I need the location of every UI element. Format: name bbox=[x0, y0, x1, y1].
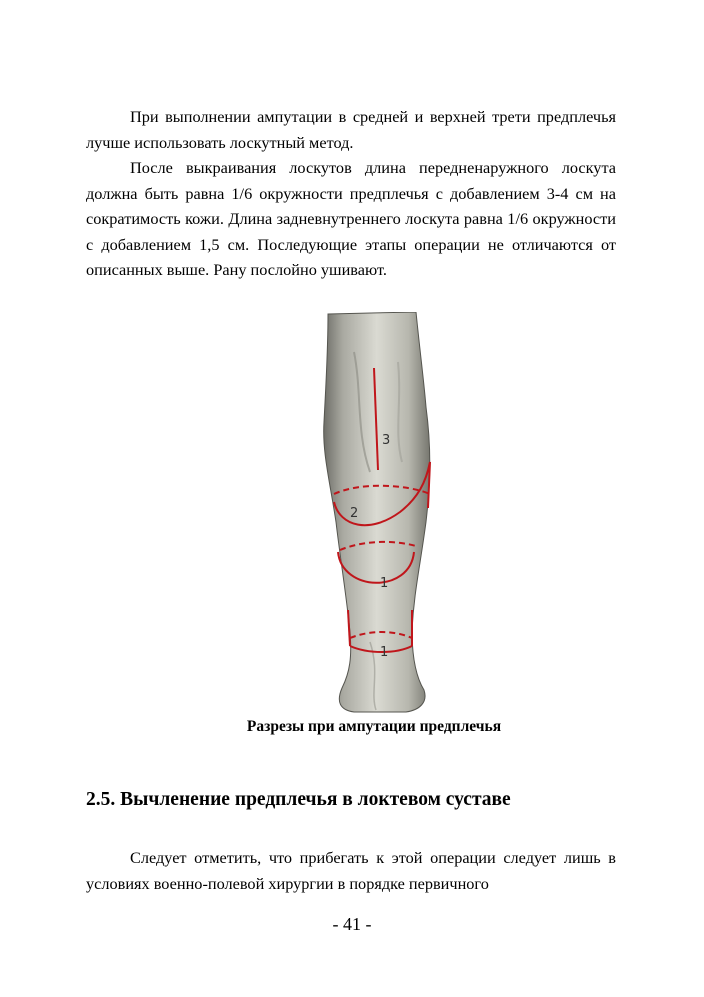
forearm-drawing bbox=[310, 312, 460, 714]
label-3: 3 bbox=[382, 433, 391, 448]
section-paragraph bbox=[86, 845, 616, 896]
page-number: - 41 - bbox=[332, 914, 372, 934]
section-paragraph-text: Следует отметить, что прибегать к этой операции следует лишь в условиях военно-полевой хирургии в порядке первичного bbox=[86, 848, 616, 893]
body-paragraph-2 bbox=[86, 155, 616, 283]
figure-caption bbox=[0, 718, 704, 736]
body-paragraph-2-text: После выкраивания лоскутов длина передненаружного лоскута должна быть равна 1/6 окружности предплечья с добавлением 3-4 см на сократимость кожи. Длина задневнутреннего лоскута равна 1/6 окружности с добавлением 1,5 см. Последующие этапы операции не отличаются от описанных выше. Рану послойно ушивают. bbox=[86, 158, 616, 279]
body-paragraph-1-text: При выполнении ампутации в средней и верхней трети предплечья лучше использовать лоскутный метод. bbox=[86, 107, 616, 152]
section-heading: 2.5. Вычленение предплечья в локтевом суставе bbox=[86, 789, 511, 810]
label-1-lower: 1 bbox=[380, 645, 389, 660]
label-2: 2 bbox=[350, 506, 359, 521]
label-1-upper: 1 bbox=[380, 576, 389, 591]
body-paragraph-1 bbox=[86, 104, 616, 155]
figure-caption-text: Разрезы при ампутации предплечья bbox=[246, 718, 502, 735]
forearm-illustration bbox=[310, 312, 460, 714]
